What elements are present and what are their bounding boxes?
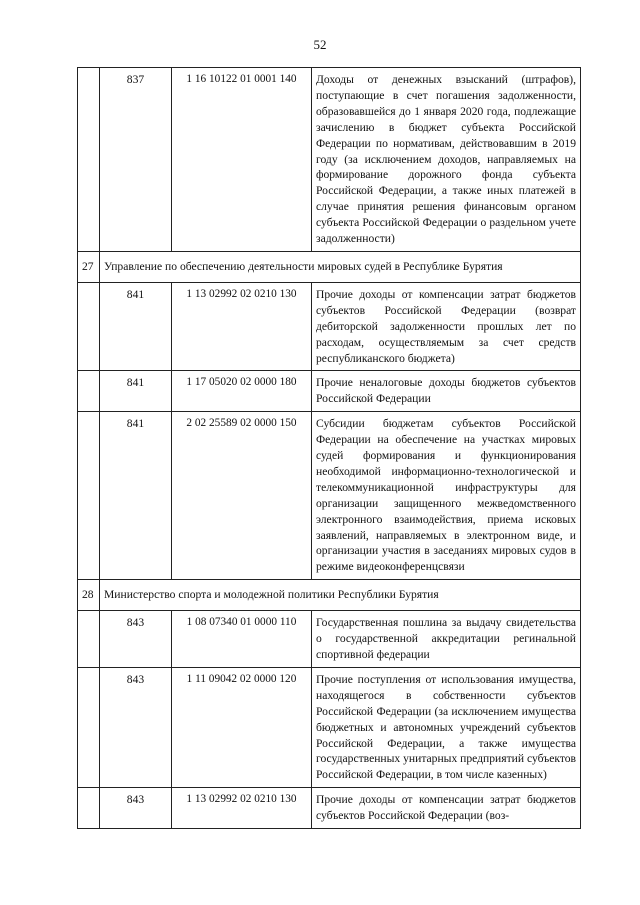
description-cell: Прочие неналоговые доходы бюджетов субъектов Российской Федерации [312, 371, 581, 412]
description-cell: Прочие доходы от компенсации затрат бюджетов субъектов Российской Федерации (воз- [312, 788, 581, 829]
section-row [78, 580, 581, 611]
section-number-cell: 27 [78, 251, 100, 282]
section-title-cell: Министерство спорта и молодежной политики Республики Бурятия [100, 580, 581, 611]
income-code-cell: 1 17 05020 02 0000 180 [172, 371, 312, 412]
table-row [78, 282, 581, 371]
admin-code-cell: 841 [100, 412, 172, 580]
section-number-cell: 28 [78, 580, 100, 611]
row-number-cell [78, 611, 100, 668]
description-cell: Прочие доходы от компенсации затрат бюджетов субъектов Российской Федерации (возврат дебиторской задолженности прошлых лет по расходам, осуществляемым за счет средств республиканского бюджета) [312, 282, 581, 371]
section-row [78, 251, 581, 282]
admin-code-cell: 841 [100, 371, 172, 412]
table-row [78, 412, 581, 580]
row-number-cell [78, 371, 100, 412]
table-row [78, 611, 581, 668]
admin-code-cell: 843 [100, 788, 172, 829]
description-cell: Доходы от денежных взысканий (штрафов), поступающие в счет погашения задолженности, образовавшейся до 1 января 2020 года, подлежащие зачислению в бюджет субъекта Российской Федерации по нормативам, действовавшим в 2019 году (за исключением доходов, направляемых на формирование дорожного фонда субъекта Российской Федерации, а также иных платежей в случае принятия решения финансовым органом субъекта Российской Федерации о раздельном учете задолженности) [312, 68, 581, 252]
row-number-cell [78, 282, 100, 371]
row-number-cell [78, 68, 100, 252]
admin-code-cell: 841 [100, 282, 172, 371]
income-code-cell: 1 11 09042 02 0000 120 [172, 667, 312, 787]
table-row [78, 667, 581, 787]
income-code-cell: 1 13 02992 02 0210 130 [172, 282, 312, 371]
description-cell: Субсидии бюджетам субъектов Российской Федерации на обеспечение на участках мировых судей формирования и функционирования необходимой информационно-технологической и телекоммуникационной инфраструктуры для организации защищенного межведомственного электронного взаимодействия, приема исковых заявлений, направляемых в электронном виде, и организации участия в заседаниях мировых судов в режиме видеоконференцсвязи [312, 412, 581, 580]
description-cell: Прочие поступления от использования имущества, находящегося в собственности субъектов Российской Федерации (за исключением имущества бюджетных и автономных учреждений субъектов Российской Федерации, а также имущества государственных унитарных предприятий субъектов Российской Федерации, в том числе казенных) [312, 667, 581, 787]
income-code-cell: 1 13 02992 02 0210 130 [172, 788, 312, 829]
admin-code-cell: 843 [100, 611, 172, 668]
section-title-cell: Управление по обеспечению деятельности мировых судей в Республике Бурятия [100, 251, 581, 282]
admin-code-cell: 837 [100, 68, 172, 252]
income-code-cell: 2 02 25589 02 0000 150 [172, 412, 312, 580]
description-cell: Государственная пошлина за выдачу свидетельства о государственной аккредитации регинальной спортивной федерации [312, 611, 581, 668]
row-number-cell [78, 788, 100, 829]
admin-code-cell: 843 [100, 667, 172, 787]
income-code-cell: 1 08 07340 01 0000 110 [172, 611, 312, 668]
page-number: 52 [313, 37, 327, 52]
table-row [78, 788, 581, 829]
row-number-cell [78, 667, 100, 787]
table-row [78, 371, 581, 412]
income-codes-table [77, 67, 581, 829]
table-row [78, 68, 581, 252]
income-code-cell: 1 16 10122 01 0001 140 [172, 68, 312, 252]
row-number-cell [78, 412, 100, 580]
